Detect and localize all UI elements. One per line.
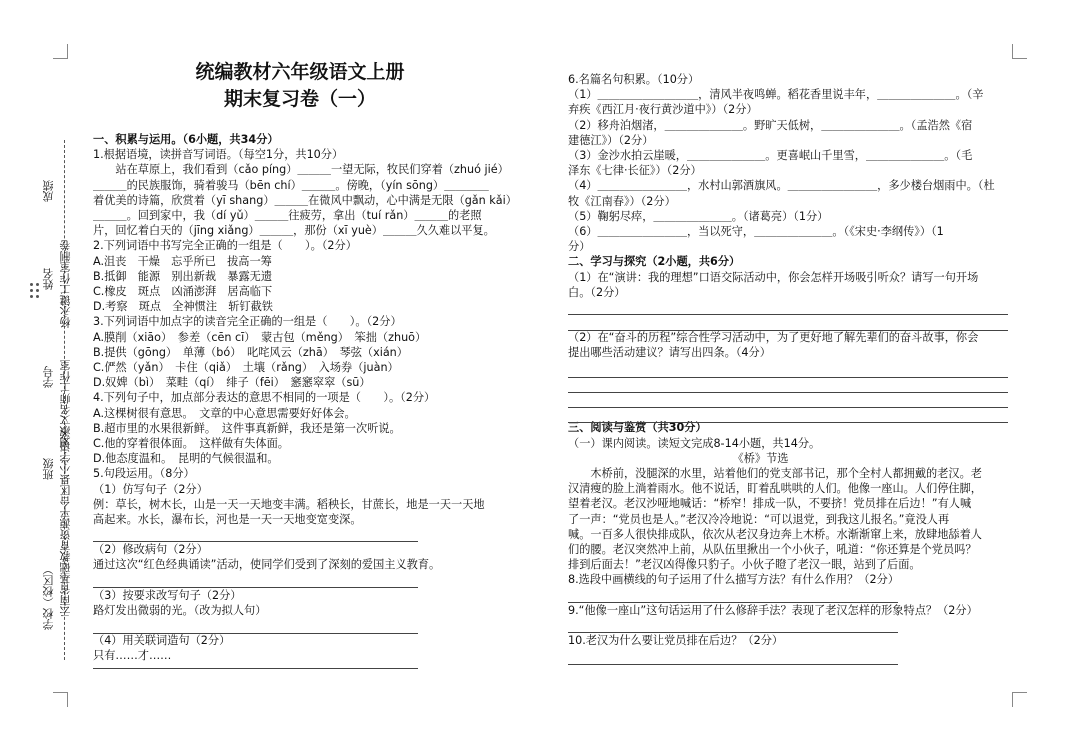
binding-name-label: 姓名 bbox=[42, 268, 55, 290]
fill-blank-line: 泽东《七律·长征》）（2分） bbox=[568, 164, 702, 178]
answer-line[interactable] bbox=[568, 330, 1008, 331]
answer-line[interactable] bbox=[568, 632, 898, 633]
binding-class-label: 班级 bbox=[42, 458, 55, 480]
example-line: 高起来。水长，瀑布长，河也是一天一天地变宽变深。 bbox=[93, 513, 362, 527]
fill-blank-line: （2）移舟泊烟渚，＿＿＿＿＿＿＿。野旷天低树，＿＿＿＿＿＿＿。（孟浩然《宿 bbox=[568, 118, 973, 132]
fill-blank-line: （1）＿＿＿＿＿＿＿＿＿，清风半夜鸣蝉。稻花香里说丰年，＿＿＿＿＿＿＿。（辛 bbox=[568, 88, 984, 102]
fill-blank-line: （5）鞠躬尽瘁，＿＿＿＿＿＿＿。（诸葛亮）（1分） bbox=[568, 209, 829, 223]
sub-question: （2）修改病句（2分） bbox=[93, 543, 208, 557]
fill-blank-line: 弃疾《西江月·夜行黄沙道中》）（2分） bbox=[568, 103, 758, 117]
answer-line[interactable] bbox=[568, 664, 898, 665]
question-text: 3.下列词语中加点字的读音完全正确的一组是（ ）。（2分） bbox=[93, 315, 402, 329]
question-text: 8.选段中画横线的句子运用了什么描写方法？有什么作用？（2分） bbox=[568, 573, 900, 587]
answer-line[interactable] bbox=[568, 602, 898, 603]
example-line: 例：草长，树木长，山是一天一天地变丰满。稻秧长，甘蔗长，地是一天一天地 bbox=[93, 497, 485, 511]
option-line: D.考察 斑点 全神惯注 斩钉截铁 bbox=[93, 300, 273, 314]
answer-line[interactable] bbox=[93, 668, 418, 669]
passage-line: 木桥前，没腿深的水里，站着他们的党支部书记，那个全村人都拥戴的老汉。老 bbox=[568, 467, 982, 481]
binding-score-label: 成绩 bbox=[42, 180, 55, 202]
answer-line[interactable] bbox=[568, 422, 1008, 423]
passage-line: 了一声：“党员也是人。”老汉冷冷地说：“可以退党，到我这儿报名。”竟没人再 bbox=[568, 512, 950, 526]
option-line: B.提供（gōng） 单薄（bó） 叱咤风云（zhā） 琴弦（xián） bbox=[93, 345, 408, 359]
sub-question: （4）用关联词造句（2分） bbox=[93, 634, 231, 648]
passage-line: 望着老汉。老汉沙哑地喊话：“桥窄！排成一队，不要挤！党员排在后边！”有人喊 bbox=[568, 497, 972, 511]
answer-space bbox=[93, 573, 513, 588]
answer-line[interactable] bbox=[568, 392, 1008, 393]
passage-line: 片，回忆着白天的（jīng xiǎng）＿＿＿，那份（xī yuè）＿＿＿久久难以平复。 bbox=[93, 224, 495, 238]
passage-line: 喊。一百多人很快排成队，依次从老汉身边奔上木桥。水渐渐窜上来，放肆地舔着人 bbox=[568, 527, 982, 541]
option-line: C.他的穿着很体面。 这样做有失体面。 bbox=[93, 437, 289, 451]
option-line: B.超市里的水果很新鲜。 这件事真新鲜，我还是第一次听说。 bbox=[93, 421, 401, 435]
fill-blank-line: 分） bbox=[568, 240, 591, 254]
question-text: 2.下列词语中书写完全正确的一组是（ ）。（2分） bbox=[93, 239, 357, 253]
binding-school-label: 学校（校区） bbox=[42, 564, 55, 630]
sub-question: （3）按要求改写句子（2分） bbox=[93, 588, 242, 602]
answer-line[interactable] bbox=[568, 407, 1008, 408]
passage-line: 排到后面去！”老汉凶得像只豹子。小伙子瞪了老汉一眼，站到了后面。 bbox=[568, 558, 921, 572]
answer-line[interactable] bbox=[93, 541, 418, 542]
answer-line[interactable] bbox=[568, 314, 1008, 315]
binding-org-note: 云南省基础教育资源平台区县小学语文 bbox=[59, 430, 72, 617]
question-text: 5.句段运用。（8分） bbox=[93, 467, 195, 481]
sub-question-text: 通过这次“红色经典诵读”活动，使同学们受到了深刻的爱国主义教育。 bbox=[93, 558, 441, 572]
crop-mark-top-right bbox=[1012, 44, 1027, 59]
sub-question-text: 只有……才…… bbox=[93, 649, 172, 663]
passage-title: 《桥》节选 bbox=[732, 451, 789, 465]
question-text: 提出哪些活动建议？请写出四条。（4分） bbox=[568, 346, 771, 360]
fill-blank-line: （4）＿＿＿＿＿＿＿＿，水村山郭酒旗风。＿＿＿＿＿＿＿＿，多少楼台烟雨中。（杜 bbox=[568, 179, 995, 193]
answer-space bbox=[568, 360, 1013, 420]
fill-blank-line: （6）＿＿＿＿＿＿＿＿，当以死守，＿＿＿＿＿＿＿。（《宋史·李纲传》）（1 bbox=[568, 225, 944, 239]
option-line: B.抵御 能源 别出新裁 暴露无遗 bbox=[93, 269, 273, 283]
fill-blank-line: 建德江》）（2分） bbox=[568, 133, 654, 147]
passage-line: 汉清瘦的脸上淌着雨水。他不说话，盯着乱哄哄的人们。他像一座山。人们停住脚， bbox=[568, 482, 982, 496]
option-line: D.他态度温和。 昆明的气候很温和。 bbox=[93, 452, 279, 466]
question-text: 9.“他像一座山”这句话运用了什么修辞手法？表现了老汉怎样的形象特点？（2分） bbox=[568, 603, 978, 617]
fill-blank-line: （3）金沙水拍云崖暖，＿＿＿＿＿＿＿。更喜岷山千里雪，＿＿＿＿＿＿＿。（毛 bbox=[568, 149, 973, 163]
option-line: C.橡皮 斑点 凶涌澎湃 居高临下 bbox=[93, 285, 273, 299]
passage-line: 站在草原上，我们看到（cǎo píng）＿＿＿一望无际，牧民们穿着（zhuó jié） bbox=[93, 163, 509, 177]
option-line: A.沮丧 干燥 忘乎所已 拔高一筹 bbox=[93, 254, 272, 268]
section-3-heading: 三、阅读与鉴赏（共30分） bbox=[568, 421, 707, 435]
option-line: A.膜削（xiāo） 参差（cēn cī） 蒙古包（měng） 笨拙（zhuō） bbox=[93, 330, 427, 344]
question-text: 6.名篇名句积累。（10分） bbox=[568, 73, 700, 86]
answer-space bbox=[93, 618, 513, 633]
binding-name-note: 杨永键工作室制卷 bbox=[59, 240, 72, 328]
left-column bbox=[93, 132, 517, 664]
crop-mark-top-left bbox=[53, 44, 68, 59]
passage-line: ＿＿＿的民族服饰，骑着骏马（bēn chí）＿＿＿。傍晚，（yín sōng）＿＿＿＿ bbox=[93, 178, 489, 192]
sub-question: （1）仿写句子（2分） bbox=[93, 482, 208, 496]
option-line: C.俨然（yǎn） 卡住（qiǎ） 土壤（rǎng） 入场券（juàn） bbox=[93, 361, 399, 375]
binding-id-label: 学号 bbox=[42, 366, 55, 388]
sub-section-heading: （一）课内阅读。读短文完成8-14小题，共14分。 bbox=[568, 436, 821, 450]
crop-mark-bottom-right bbox=[1012, 692, 1027, 707]
question-text: 白。（2分） bbox=[568, 285, 626, 299]
answer-line[interactable] bbox=[93, 587, 418, 588]
question-text: 10.老汉为什么要让党员排在后边？（2分） bbox=[568, 633, 784, 647]
question-text: 1.根据语境，读拼音写词语。（每空1分，共10分） bbox=[93, 148, 344, 162]
passage-line: 们的腰。老汉突然冲上前，从队伍里揪出一个小伙子，吼道：“你还算是个党员吗？ bbox=[568, 543, 977, 557]
question-text: （2）在“奋斗的历程”综合性学习活动中，为了更好地了解先辈们的奋斗故事，你会 bbox=[568, 331, 979, 345]
answer-space bbox=[568, 588, 1013, 603]
section-2-heading: 二、学习与探究（2小题，共6分） bbox=[568, 255, 741, 269]
option-line: D.奴婢（bì） 菜畦（qí） 绯子（fēi） 窸窸窣窣（sū） bbox=[93, 376, 371, 390]
question-text: （1）在“演讲：我的理想”口语交际活动中，你会怎样开场吸引听众？请写一句开场 bbox=[568, 270, 979, 284]
answer-line[interactable] bbox=[93, 633, 418, 634]
passage-line: 着优美的诗篇，欣赏着（yī shang）＿＿＿在微风中飘动，心中满是无限（gǎn kǎi） bbox=[93, 193, 517, 207]
right-column bbox=[568, 72, 1013, 648]
crop-mark-bottom-left bbox=[53, 692, 68, 707]
answer-space bbox=[568, 300, 1013, 330]
exam-title-line1: 统编教材六年级语文上册 bbox=[195, 61, 405, 83]
sub-question-text: 路灯发出微弱的光。（改为拟人句） bbox=[93, 603, 267, 617]
answer-space bbox=[568, 618, 1013, 633]
question-text: 4.下列句子中，加点部分表达的意思不相同的一项是（ ）。（2分） bbox=[93, 391, 436, 405]
binding-studio-note: 刘淑文名师工作室 bbox=[59, 360, 72, 448]
option-line: A.这棵树很有意思。 文章的中心意思需要好好体会。 bbox=[93, 406, 356, 420]
passage-line: ＿＿＿。回到家中，我（dí yǔ）＿＿＿往疲劳，拿出（tuí rǎn）＿＿＿的老照 bbox=[93, 209, 482, 223]
exam-title-line2: 期末复习卷（一） bbox=[223, 88, 376, 110]
fill-blank-line: 牧《江南春》）（2分） bbox=[568, 194, 676, 208]
section-1-heading: 一、积累与运用。（6小题，共34分） bbox=[93, 133, 279, 146]
answer-line[interactable] bbox=[568, 377, 1008, 378]
